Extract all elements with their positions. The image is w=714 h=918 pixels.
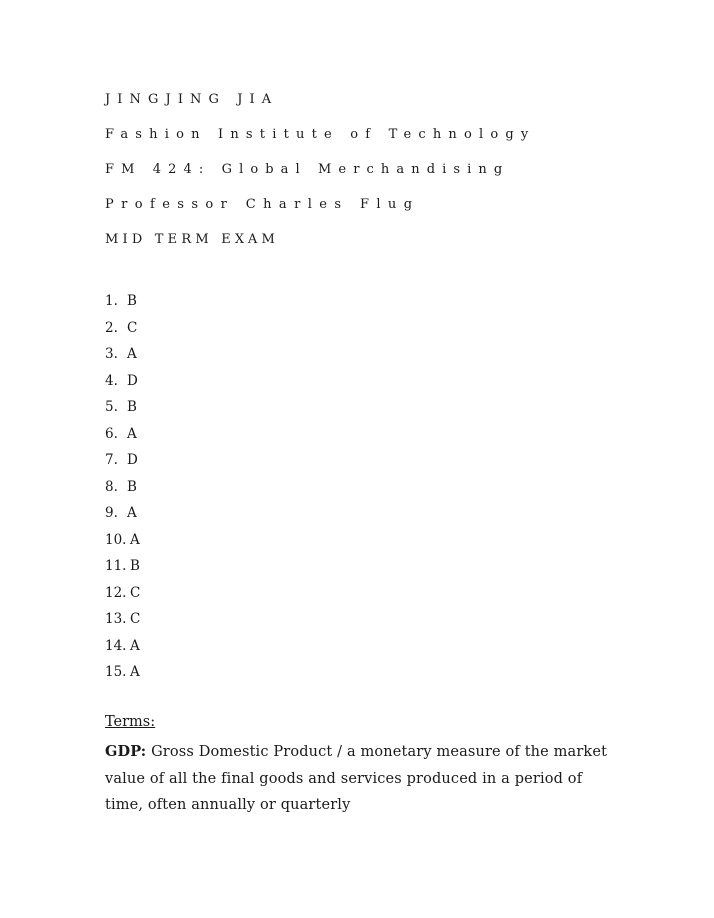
list-item — [105, 291, 140, 318]
answer-letter: A — [127, 505, 137, 521]
answer-number: 10. — [105, 531, 127, 548]
list-item — [105, 344, 140, 371]
answer-letter: B — [127, 293, 137, 309]
terms-heading: Terms: — [105, 714, 156, 730]
answer-number: 5. — [105, 399, 118, 415]
answer-number: 13. — [105, 611, 127, 627]
course-title: FM 424: Global Merchandising — [105, 162, 510, 177]
answer-number: 3. — [105, 346, 118, 362]
answer-letter: A — [130, 531, 140, 548]
answer-number: 15. — [105, 664, 127, 680]
answer-letter: C — [127, 319, 138, 336]
answer-letter: A — [127, 346, 137, 362]
answer-number: 2. — [105, 319, 118, 336]
answer-number: 9. — [105, 505, 118, 521]
list-item — [105, 503, 140, 530]
terms-section — [105, 712, 625, 819]
answer-number: 4. — [105, 372, 118, 389]
list-item — [105, 662, 140, 689]
answer-letter: C — [130, 611, 141, 627]
list-item — [105, 583, 140, 610]
answer-number: 1. — [105, 293, 118, 309]
answer-list — [105, 291, 140, 689]
list-item — [105, 371, 140, 398]
term-name: GDP: — [105, 743, 147, 760]
list-item — [105, 609, 140, 636]
list-item — [105, 450, 140, 477]
answer-number: 14. — [105, 637, 127, 654]
institution: Fashion Institute of Technology — [105, 127, 536, 142]
list-item — [105, 477, 140, 504]
answer-letter: B — [130, 558, 140, 574]
term-text: Gross Domestic Product / a monetary measure of the market value of all the final goods and services produced in a period of time, often annually or quarterly — [105, 744, 608, 813]
answer-number: 6. — [105, 425, 118, 442]
list-item — [105, 318, 140, 345]
answer-letter: D — [127, 372, 138, 389]
list-item — [105, 424, 140, 451]
list-item — [105, 397, 140, 424]
professor-name: Professor Charles Flug — [105, 197, 420, 212]
answer-letter: A — [130, 637, 140, 654]
answer-number: 7. — [105, 452, 118, 468]
answer-letter: C — [130, 584, 141, 601]
answer-letter: A — [127, 425, 137, 442]
answer-number: 11. — [105, 558, 127, 574]
answer-letter: B — [127, 478, 137, 495]
answer-letter: B — [127, 399, 137, 415]
term-definition — [105, 739, 625, 819]
student-name: JINGJING JIA — [105, 92, 279, 107]
answer-letter: A — [130, 664, 140, 680]
answer-number: 12. — [105, 584, 127, 601]
answer-number: 8. — [105, 478, 118, 495]
exam-title: MID TERM EXAM — [105, 232, 279, 247]
answer-letter: D — [127, 452, 138, 468]
list-item — [105, 636, 140, 663]
list-item — [105, 556, 140, 583]
list-item — [105, 530, 140, 557]
